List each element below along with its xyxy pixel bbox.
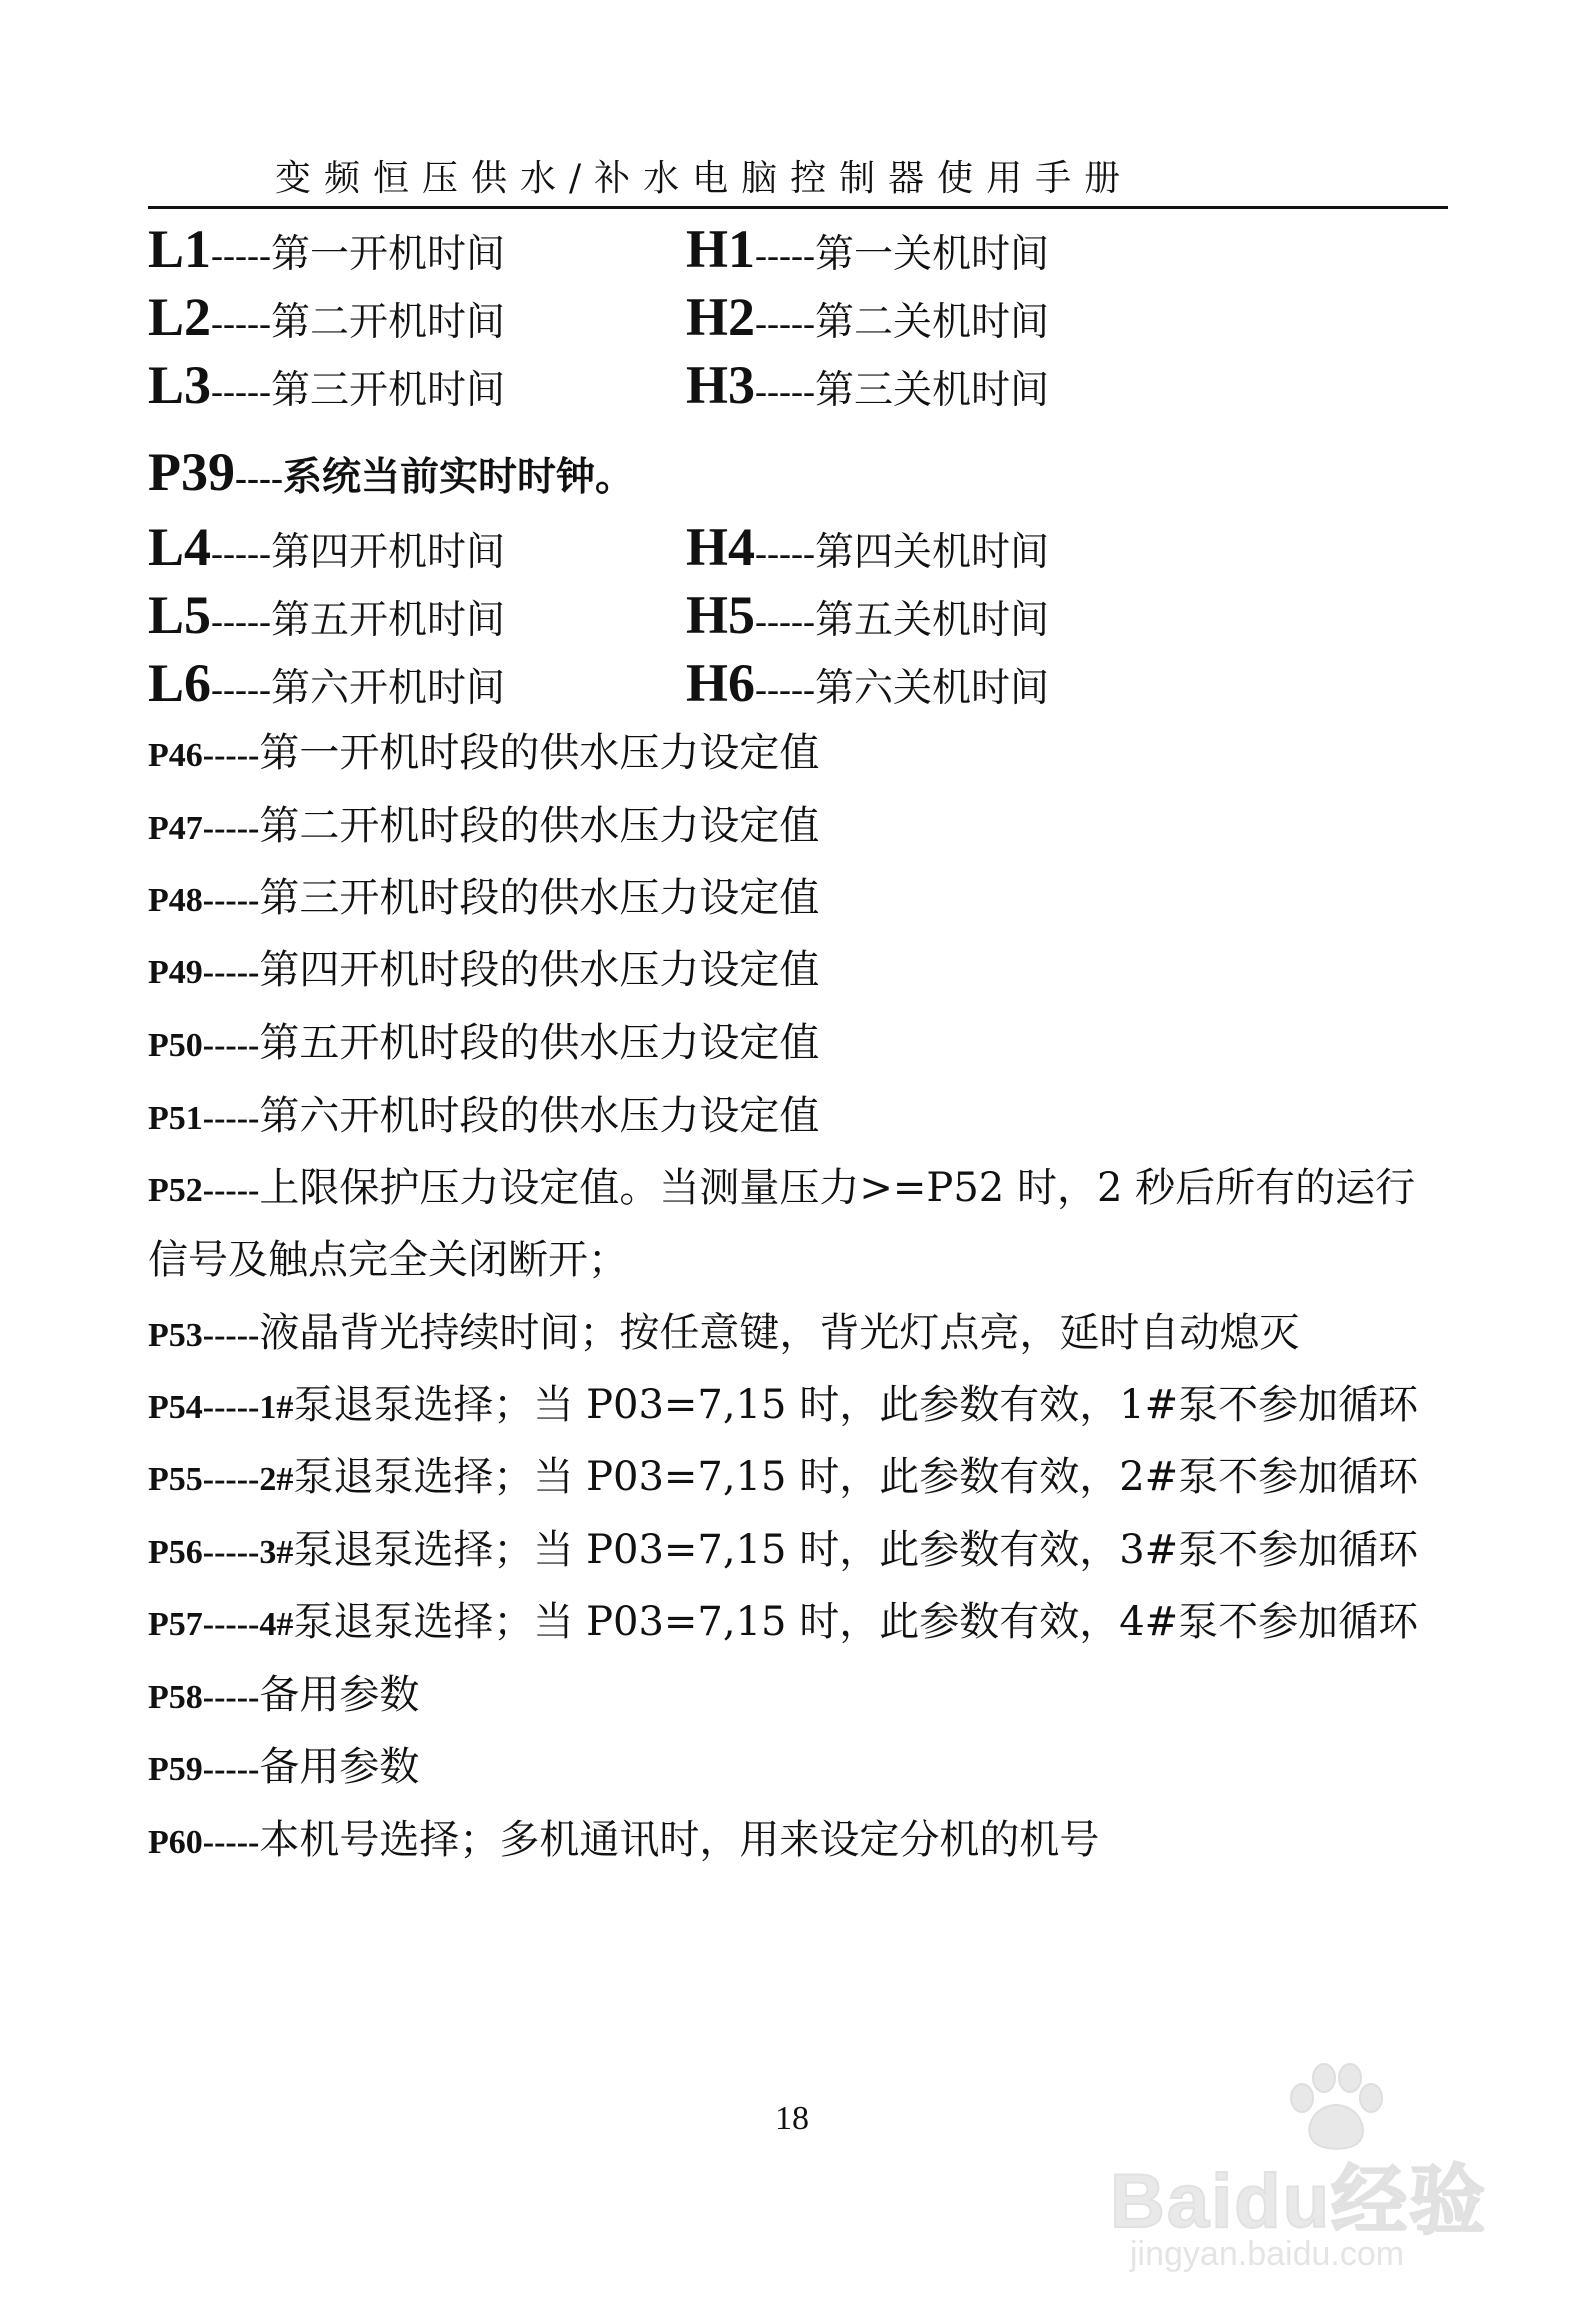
param-row [148, 1454, 1419, 1500]
dash: ----- [755, 601, 815, 641]
param-desc: 本机号选择；多机通讯时，用来设定分机的机号 [259, 1817, 1100, 1863]
timer-code-on: L2 [148, 287, 212, 347]
timer-row [686, 219, 1049, 279]
timer-desc-on: 第六开机时间 [270, 666, 505, 711]
timer-desc-on: 第五开机时间 [270, 598, 505, 643]
param-code: P49----- [148, 954, 260, 991]
param-desc: 泵退泵选择；当 P03=7,15 时，此参数有效，1#泵不参加循环 [293, 1382, 1419, 1428]
dash: ----- [755, 533, 815, 573]
timer-code-off: H6 [686, 653, 756, 713]
param-desc: 第三开机时段的供水压力设定值 [259, 875, 820, 921]
param-code: P54-----1# [148, 1389, 294, 1426]
dash: ----- [211, 371, 271, 411]
timer-desc-off: 第二关机时间 [814, 300, 1049, 345]
timer-code-off: H5 [686, 585, 756, 645]
timer-row [686, 653, 1049, 713]
param-desc: 第四开机时段的供水压力设定值 [259, 947, 820, 993]
timer-row [148, 287, 505, 347]
param-code: P51----- [148, 1100, 260, 1137]
param-code: P60----- [148, 1824, 260, 1861]
param-desc: 上限保护压力设定值。当测量压力>=P52 时，2 秒后所有的运行 [259, 1165, 1416, 1211]
watermark [1110, 2060, 1510, 2290]
param-code: P53----- [148, 1317, 260, 1354]
param-row [148, 1020, 820, 1066]
timer-desc-on: 第三开机时间 [270, 368, 505, 413]
param-row [148, 1599, 1419, 1645]
watermark-logo: Baidu经验 [1110, 2159, 1488, 2244]
param-row [148, 1817, 1100, 1863]
dash: ----- [211, 601, 271, 641]
timer-code-off: H4 [686, 517, 756, 577]
dash: ----- [211, 533, 271, 573]
param-code: P50----- [148, 1027, 260, 1064]
param-code: P58----- [148, 1679, 260, 1716]
page-number: 18 [775, 2100, 809, 2137]
header-divider [148, 206, 1448, 209]
param-desc: 系统当前实时时钟。 [282, 454, 634, 500]
param-code: P39 [148, 442, 235, 502]
timer-row [686, 517, 1049, 577]
dash: ----- [211, 235, 271, 275]
param-desc: 第二开机时段的供水压力设定值 [259, 803, 820, 849]
timer-row [148, 355, 505, 415]
param-row [148, 1527, 1419, 1573]
timer-row [148, 653, 505, 713]
timer-desc-on: 第二开机时间 [270, 300, 505, 345]
param-row [148, 730, 820, 776]
param-code: P55-----2# [148, 1461, 294, 1498]
param-desc: 泵退泵选择；当 P03=7,15 时，此参数有效，2#泵不参加循环 [293, 1454, 1419, 1500]
timer-code-on: L1 [148, 219, 212, 279]
dash: ----- [211, 669, 271, 709]
param-desc: 第一开机时段的供水压力设定值 [259, 730, 820, 776]
param-row [148, 947, 820, 993]
timer-code-off: H1 [686, 219, 756, 279]
timer-desc-off: 第三关机时间 [814, 368, 1049, 413]
param-desc: 备用参数 [259, 1672, 420, 1718]
timer-desc-on: 第一开机时间 [270, 232, 505, 277]
timer-desc-on: 第四开机时间 [270, 530, 505, 575]
param-row [148, 1382, 1419, 1428]
timer-desc-off: 第一关机时间 [814, 232, 1049, 277]
param-desc: 第五开机时段的供水压力设定值 [259, 1020, 820, 1066]
param-code: P57-----4# [148, 1606, 294, 1643]
timer-code-off: H3 [686, 355, 756, 415]
param-code: P59----- [148, 1751, 260, 1788]
param-row [148, 1093, 820, 1139]
dash: ----- [755, 669, 815, 709]
timer-desc-off: 第六关机时间 [814, 666, 1049, 711]
watermark-url: jingyan.baidu.com [1130, 2235, 1405, 2273]
param-desc: 泵退泵选择；当 P03=7,15 时，此参数有效，3#泵不参加循环 [293, 1527, 1419, 1573]
param-row [148, 1310, 1300, 1356]
param-p39 [148, 442, 634, 502]
param-code: P56-----3# [148, 1534, 294, 1571]
param-desc: 液晶背光持续时间；按任意键，背光灯点亮，延时自动熄灭 [259, 1310, 1300, 1356]
timer-code-on: L5 [148, 585, 212, 645]
param-desc: 第六开机时段的供水压力设定值 [259, 1093, 820, 1139]
param-row [148, 1165, 1416, 1211]
param-desc: 泵退泵选择；当 P03=7,15 时，此参数有效，4#泵不参加循环 [293, 1599, 1419, 1645]
param-desc: 备用参数 [259, 1744, 420, 1790]
dash: ----- [211, 303, 271, 343]
param-row [148, 1744, 420, 1790]
timer-row [686, 355, 1049, 415]
param-code: P52----- [148, 1172, 260, 1209]
param-code: P46----- [148, 737, 260, 774]
param-row [148, 803, 820, 849]
timer-code-on: L6 [148, 653, 212, 713]
timer-desc-off: 第四关机时间 [814, 530, 1049, 575]
timer-row [148, 585, 505, 645]
timer-desc-off: 第五关机时间 [814, 598, 1049, 643]
timer-row [148, 517, 505, 577]
page-header-title: 变频恒压供水/补水电脑控制器使用手册 [275, 158, 1134, 199]
dash: ----- [755, 235, 815, 275]
timer-row [686, 585, 1049, 645]
param-row [148, 1672, 420, 1718]
param-code: P47----- [148, 810, 260, 847]
dash: ----- [755, 371, 815, 411]
dash: ---- [235, 458, 283, 498]
timer-code-on: L3 [148, 355, 212, 415]
dash: ----- [755, 303, 815, 343]
timer-row [686, 287, 1049, 347]
param-code: P48----- [148, 882, 260, 919]
timer-row [148, 219, 505, 279]
param-row [148, 875, 820, 921]
param-desc-continuation: 信号及触点完全关闭断开； [148, 1237, 628, 1283]
timer-code-off: H2 [686, 287, 756, 347]
timer-code-on: L4 [148, 517, 212, 577]
